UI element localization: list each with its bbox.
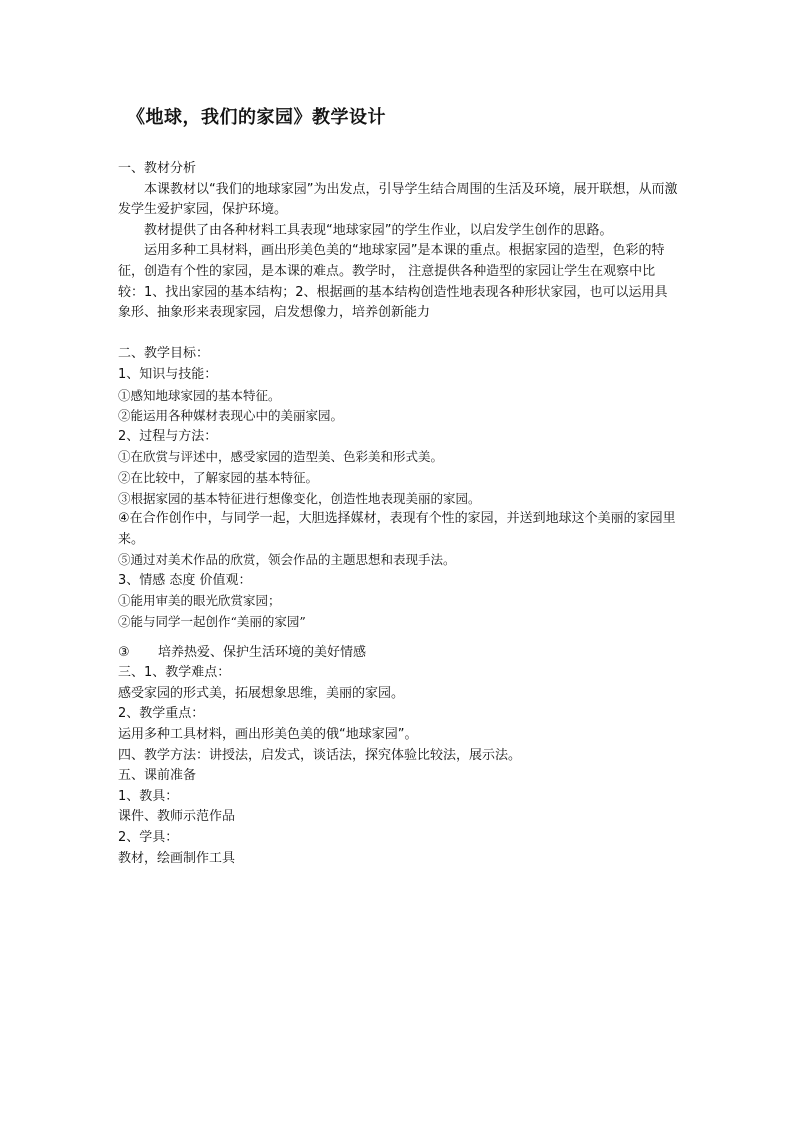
subheading-emotion-attitude-values: 3、情感 态度 价值观： [118, 572, 252, 588]
list-item: ①感知地球家园的基本特征。 [118, 387, 281, 403]
list-item [118, 643, 680, 664]
list-item-text: 培养热爱、保护生活环境的美好情感 [158, 644, 367, 660]
subheading-focus: 2、教学重点： [118, 706, 205, 722]
paragraph: 课件、教师示范作品 [118, 809, 236, 825]
list-item: ②能与同学一起创作“美丽的家园” [118, 614, 306, 630]
paragraph: 本课教材以“我们的地球家园”为出发点，引导学生结合周围的生活及环境，展开联想，从而激发学生爱护家园，保护环境。 [118, 181, 678, 218]
subheading-learning-tools: 2、学具： [118, 830, 179, 845]
section-heading-material-analysis: 一、教材分析 [118, 161, 197, 176]
list-item: ①能用审美的眼光欣赏家园； [118, 593, 281, 609]
document-title: 《地球，我们的家园》教学设计 [127, 107, 386, 128]
list-item: ②能运用各种媒材表现心中的美丽家园。 [118, 408, 344, 424]
list-item: ⑤通过对美术作品的欣赏，领会作品的主题思想和表现手法。 [118, 552, 456, 568]
list-item: ②在比较中，了解家园的基本特征。 [118, 469, 319, 485]
section-heading-objectives: 二、教学目标： [118, 346, 210, 362]
section-teaching-methods: 四、教学方法：讲授法，启发式，谈话法，探究体验比较法，展示法。 [118, 747, 522, 763]
subheading-teaching-aids: 1、教具： [118, 788, 179, 804]
paragraph: 感受家园的形式美，拓展想象思维，美丽的家园。 [118, 685, 405, 701]
section-heading-difficulty: 三、1、教学难点： [118, 665, 231, 681]
list-number: ③ [118, 644, 130, 660]
spacer [118, 324, 680, 345]
list-item: ④在合作创作中，与同学一起，大胆选择媒材，表现有个性的家园，并送到地球这个美丽的家园里来。 [118, 511, 676, 547]
document-body [118, 159, 680, 869]
section-heading-preparation: 五、课前准备 [118, 768, 197, 784]
subheading-process-methods: 2、过程与方法： [118, 428, 218, 444]
spacer [118, 633, 680, 643]
paragraph: 运用多种工具材料，画出形美色美的“地球家园”是本课的重点。根据家园的造型，色彩的特征，创造有个性的家园，是本课的难点。教学时， 注意提供各种造型的家园让学生在观察中比较：1、找出家园的基本结构；2、根据画的基本结构创造性地表现各种形状家园，也可以运用具象形、抽象形来表现家园，启发想像力，培养创新能力 [118, 243, 668, 321]
paragraph: 教材，绘画制作工具 [118, 850, 236, 866]
subheading-knowledge-skills: 1、知识与技能： [118, 366, 218, 382]
paragraph: 运用多种工具材料，画出形美色美的俄“地球家园”。 [118, 727, 418, 743]
paragraph: 教材提供了由各种材料工具表现“地球家园”的学生作业，以启发学生创作的思路。 [144, 222, 613, 238]
list-item: ①在欣赏与评述中，感受家园的造型美、色彩美和形式美。 [118, 449, 444, 465]
list-item: ③根据家园的基本特征进行想像变化，创造性地表现美丽的家园。 [118, 490, 481, 506]
